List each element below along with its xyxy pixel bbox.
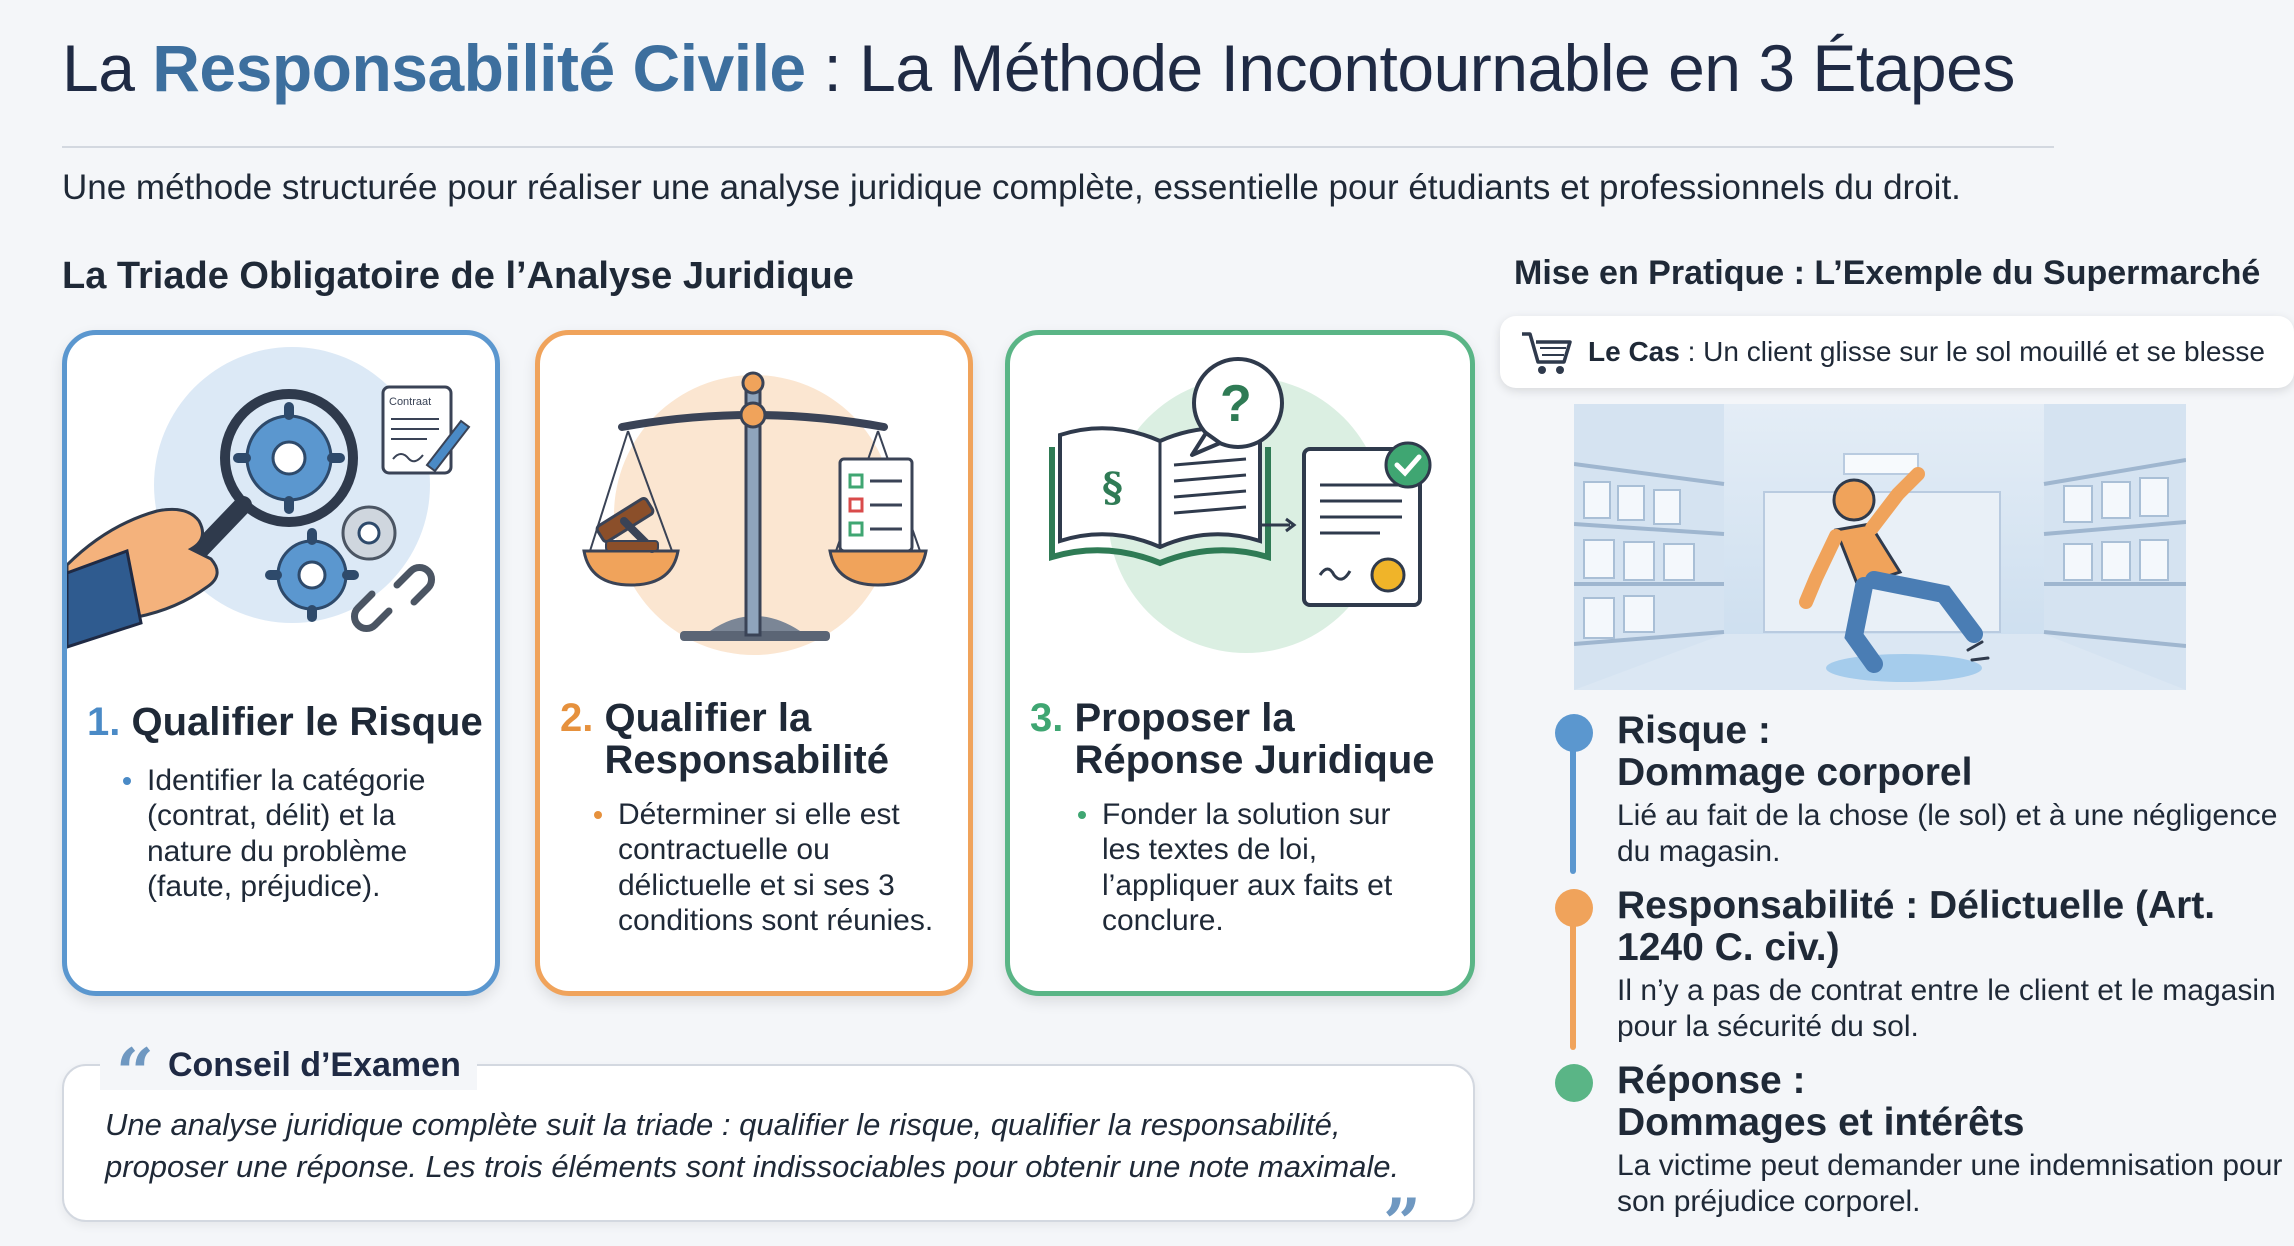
exam-tip-label: Conseil d’Examen — [167, 1045, 461, 1084]
step-card-qualify-risk — [62, 330, 500, 996]
example-step-liability-title-1: Responsabilité : Délictuelle (Art. — [1617, 884, 2216, 927]
page-title — [62, 30, 2015, 106]
certificate-icon — [1304, 443, 1430, 605]
example-step-liability-title-2: 1240 C. civ.) — [1617, 926, 1840, 970]
step-card-qualify-liability — [535, 330, 973, 996]
title-accent: Responsabilité Civile — [152, 31, 806, 105]
example-step-response — [1617, 1060, 2287, 1220]
bullet-dot — [1078, 811, 1086, 819]
case-text — [1588, 336, 2265, 368]
example-step-risk-description: Lié au fait de la chose (le sol) et à une négligence du magasin. — [1617, 799, 2278, 869]
example-step-risk — [1617, 710, 2287, 870]
example-step-response-title-1: Réponse : — [1617, 1059, 1806, 1102]
timeline-line-1 — [1570, 734, 1576, 874]
step-2-bullet-text: Déterminer si elle est contractuelle ou délictuelle et si ses 3 conditions sont réunies. — [618, 798, 934, 938]
quote-close-icon: ” — [1383, 1184, 1421, 1246]
example-step-risk-title-2: Dommage corporel — [1617, 751, 1973, 795]
step-2-title: Qualifier la Responsabilité — [604, 696, 889, 783]
contract-icon — [383, 387, 469, 473]
example-step-response-description: La victime peut demander une indemnisation pour son préjudice corporel. — [1617, 1149, 2283, 1219]
magnifier-gears-icon — [67, 335, 495, 665]
step-2-heading — [560, 697, 956, 782]
example-section-title: Mise en Pratique : L’Exemple du Supermarché — [1514, 254, 2261, 292]
example-step-liability — [1617, 885, 2287, 1045]
step-3-bullet-text: Fonder la solution sur les textes de loi, l’appliquer aux faits et conclure. — [1102, 798, 1393, 938]
svg-text:?: ? — [1220, 375, 1252, 433]
step-1-heading — [87, 701, 483, 743]
title-prefix: La — [62, 31, 153, 105]
example-step-liability-description: Il n’y a pas de contrat entre le client et le magasin pour la sécurité du sol. — [1617, 974, 2276, 1044]
step-3-bullet — [1102, 797, 1402, 939]
quote-open-icon: “ — [116, 1034, 154, 1112]
step-1-title: Qualifier le Risque — [131, 700, 483, 744]
svg-text:§: § — [1102, 464, 1123, 511]
bullet-dot — [594, 811, 602, 819]
page-subtitle: Une méthode structurée pour réaliser une analyse juridique complète, essentielle pour étudiants et professionnels du droit. — [62, 168, 1961, 207]
step-card-legal-response — [1005, 330, 1475, 996]
shopping-cart-icon — [1520, 328, 1574, 376]
timeline-dot-response — [1555, 1064, 1593, 1102]
step-1-number: 1. — [87, 700, 121, 744]
timeline-dot-risk — [1555, 714, 1593, 752]
step-1-bullet — [147, 763, 487, 905]
step-3-number: 3. — [1030, 696, 1064, 740]
example-step-response-title-2: Dommages et intérêts — [1617, 1101, 2025, 1145]
triad-section-title: La Triade Obligatoire de l’Analyse Juridique — [62, 255, 854, 297]
case-description: : Un client glisse sur le sol mouillé et se blesse — [1679, 336, 2265, 367]
supermarket-fall-illustration — [1574, 404, 2186, 690]
step-3-title: Proposer la Réponse Juridique — [1074, 696, 1435, 783]
step-2-bullet — [618, 797, 970, 939]
example-step-risk-title-1: Risque : — [1617, 709, 1771, 752]
case-label: Le Cas — [1588, 336, 1680, 367]
title-divider — [62, 146, 2054, 148]
exam-tip-header — [100, 1034, 477, 1112]
timeline-dot-liability — [1555, 889, 1593, 927]
law-book-icon — [1010, 335, 1470, 665]
bullet-dot — [123, 777, 131, 785]
title-suffix: : La Méthode Incontournable en 3 Étapes — [805, 31, 2015, 105]
case-pill — [1500, 316, 2294, 388]
checklist-icon — [840, 459, 912, 551]
exam-tip-text: Une analyse juridique complète suit la triade : qualifier le risque, qualifier la responsabilité, proposer une réponse. Les trois éléments sont indissociables pour obtenir une note maximale. — [105, 1107, 1400, 1185]
timeline-line-2 — [1570, 910, 1576, 1050]
step-1-bullet-text: Identifier la catégorie (contrat, délit) et la nature du problème (faute, préjudice). — [147, 764, 426, 904]
scales-icon — [540, 335, 968, 665]
step-3-heading — [1030, 697, 1458, 782]
step-2-number: 2. — [560, 696, 594, 740]
contract-label: Contraat — [389, 396, 432, 408]
